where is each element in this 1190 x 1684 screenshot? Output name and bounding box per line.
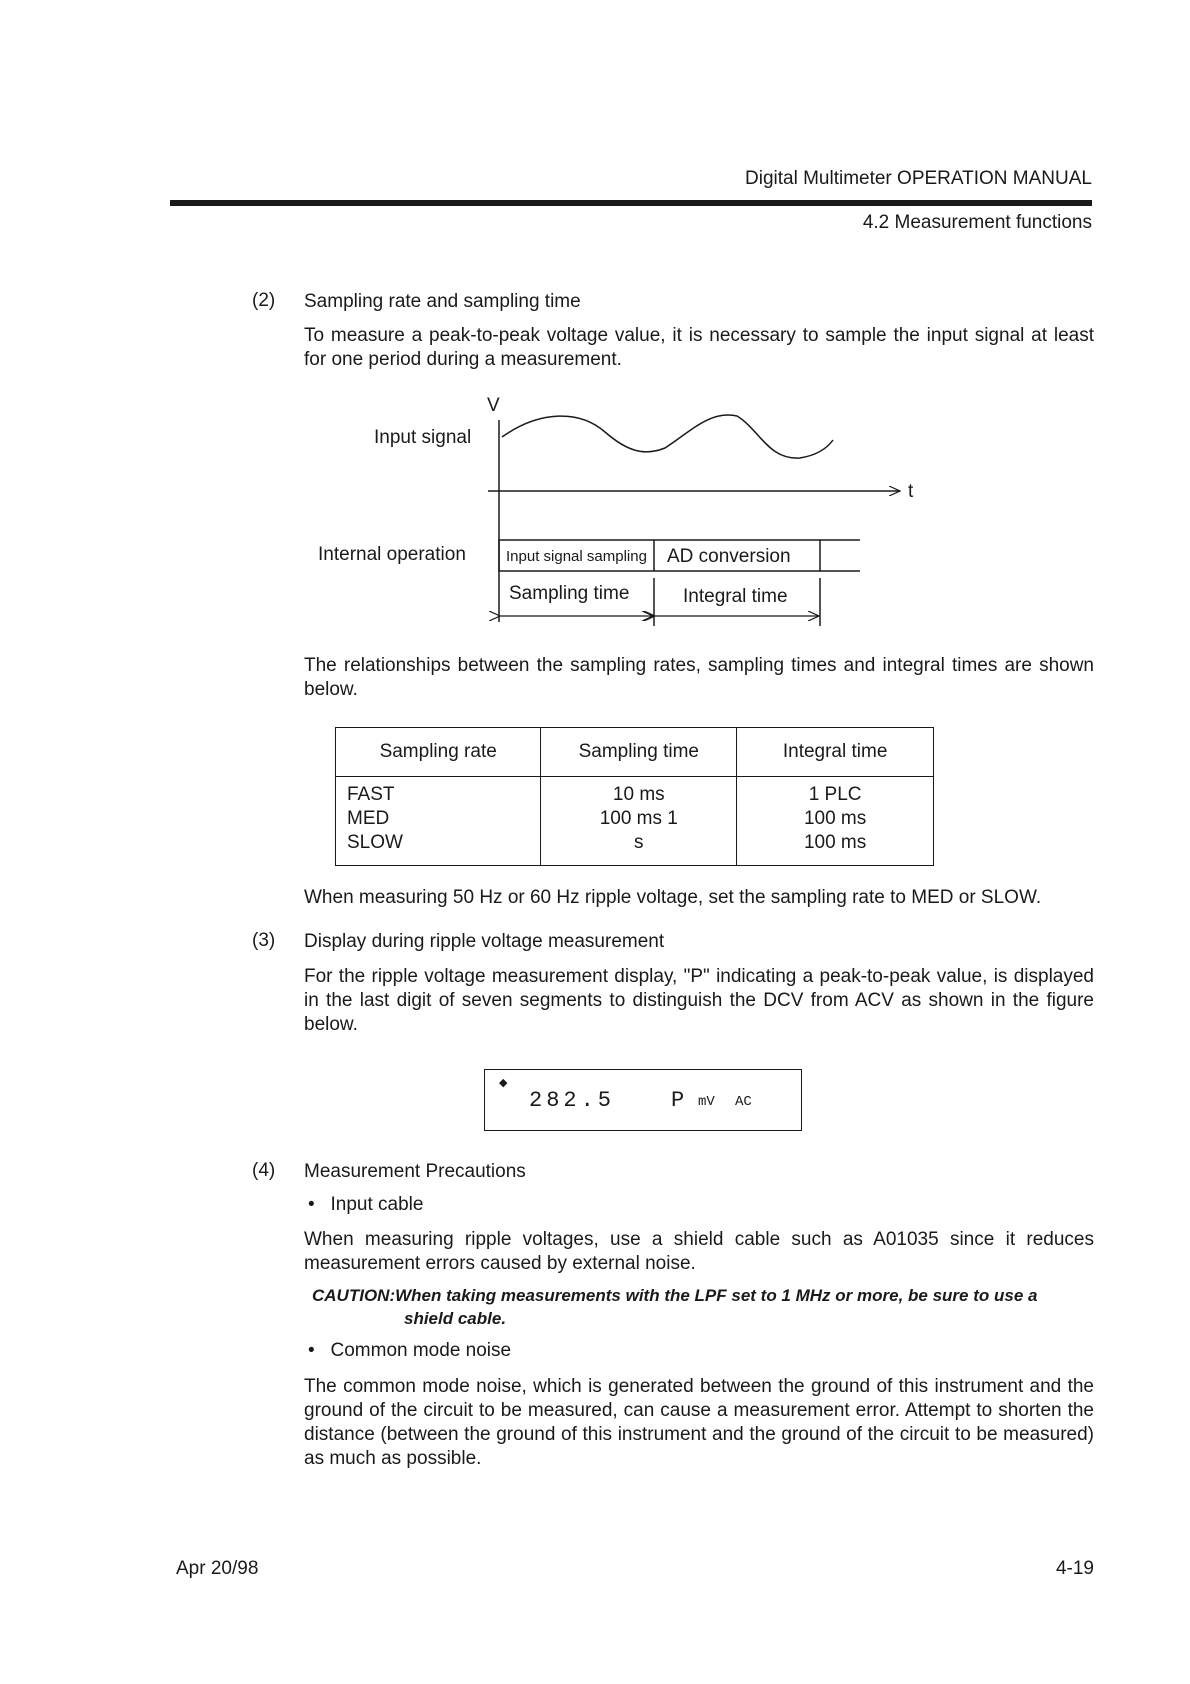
section-2-heading: Sampling rate and sampling time [304,291,581,312]
section-3-number: (3) [252,930,276,951]
table-row [336,777,934,866]
common-mode-text: The common mode noise, which is generated between the ground of this instrument and the ground of the circuit to be measured, can cause a measurement error. Attempt to shorten the distance (between the ground of this instrument and the ground of the circuit to be measured) as much as possible. [304,1376,1094,1469]
t-axis-label: t [908,481,914,502]
lcd-digits: 282.5 [529,1088,616,1113]
section-3-heading: Display during ripple voltage measurement [304,931,665,952]
internal-operation-label: Internal operation [318,544,466,565]
rates-list: FAST MED SLOW [347,784,403,853]
rates-table [335,727,934,866]
input-cable-text: When measuring ripple voltages, use a shield cable such as A01035 since it reduces measurement errors caused by external noise. [304,1229,1094,1274]
caution-note [312,1284,1094,1330]
section-4-heading: Measurement Precautions [304,1161,526,1182]
bullet-common-mode-label: Common mode noise [330,1340,512,1361]
section-2-number: (2) [252,290,276,311]
input-signal-label: Input signal [374,427,472,448]
section-3-body: For the ripple voltage measurement display, "P" indicating a peak-to-peak value, is displayed in the last digit of seven segments to distinguish the DCV from ACV as shown in the figure below. [304,966,1094,1035]
ripple-note: When measuring 50 Hz or 60 Hz ripple voltage, set the sampling rate to MED or SLOW. [304,887,1042,908]
sampling-times-list: 10 ms 100 ms 1 s [599,784,678,853]
relationships-text: The relationships between the sampling rates, sampling times and integral times are shown below. [304,655,1094,700]
header-sampling-time: Sampling time [541,728,737,777]
bullet-input-cable-label: Input cable [330,1194,424,1215]
lcd-p-segment: P [671,1088,685,1113]
bullet-dot-icon: • [308,1340,315,1361]
input-signal-wave [502,415,833,458]
caution-line-1: CAUTION:When taking measurements with the LPF set to 1 MHz or more, be sure to use a [312,1286,1038,1305]
lcd-mode: AC [735,1094,752,1110]
sampling-time-label: Sampling time [509,583,630,604]
manual-title: Digital Multimeter OPERATION MANUAL [745,168,1092,189]
bullet-dot-icon: • [308,1194,315,1215]
lcd-indicator-icon: ◆ [499,1077,508,1089]
footer-page-number: 4-19 [1055,1558,1094,1579]
bullet-input-cable [308,1194,423,1216]
lcd-unit: mV [698,1094,715,1110]
box-ad-label: AD conversion [667,546,791,567]
header-integral-time: Integral time [737,728,934,777]
integral-time-label: Integral time [683,586,788,607]
lcd-display [484,1069,802,1131]
section-2-intro: To measure a peak-to-peak voltage value, it is necessary to sample the input signal at least for one period during a measurement. [304,325,1094,370]
box-sampling-label: Input signal sampling [506,548,647,565]
bullet-common-mode [308,1340,511,1362]
section-title: 4.2 Measurement functions [862,212,1092,233]
header-sampling-rate: Sampling rate [336,728,541,777]
integral-times-list: 1 PLC 100 ms 100 ms [803,784,867,853]
caution-line-2: shield cable. [404,1309,507,1328]
footer-date: Apr 20/98 [176,1558,259,1579]
section-4-number: (4) [252,1160,276,1181]
v-axis-label: V [487,395,500,416]
